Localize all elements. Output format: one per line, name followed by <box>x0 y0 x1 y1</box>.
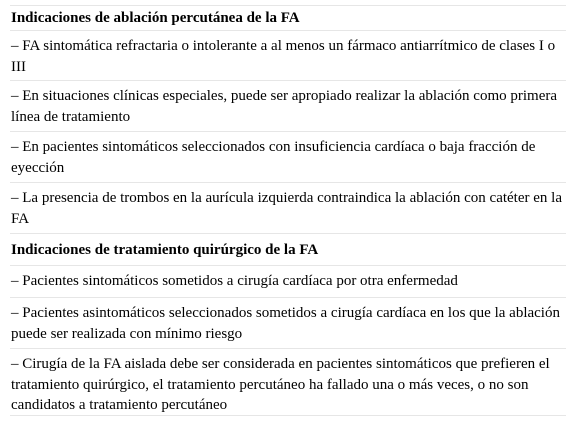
section-heading-ablation: Indicaciones de ablación percutánea de la FA <box>10 5 566 31</box>
list-item-ablation-3: – En pacientes sintomáticos seleccionados con insuficiencia cardíaca o baja fracción de eyección <box>10 132 566 183</box>
section-heading-surgery: Indicaciones de tratamiento quirúrgico de la FA <box>10 234 566 266</box>
list-item-ablation-2: – En situaciones clínicas especiales, puede ser apropiado realizar la ablación como primera línea de tratamiento <box>10 81 566 132</box>
list-item-ablation-4: – La presencia de trombos en la aurícula izquierda contraindica la ablación con catéter en la FA <box>10 183 566 234</box>
list-item-ablation-1: – FA sintomática refractaria o intolerante a al menos un fármaco antiarrítmico de clases I o III <box>10 31 566 81</box>
indications-table <box>10 5 566 416</box>
list-item-surgery-1: – Pacientes sintomáticos sometidos a cirugía cardíaca por otra enfermedad <box>10 266 566 298</box>
list-item-surgery-3: – Cirugía de la FA aislada debe ser considerada en pacientes sintomáticos que prefieren el tratamiento quirúrgico, el tratamiento percutáneo ha fallado una o más veces, o no son candidatos a tratamiento percutáneo <box>10 349 566 416</box>
list-item-surgery-2: – Pacientes asintomáticos seleccionados sometidos a cirugía cardíaca en los que la ablación puede ser realizada con mínimo riesgo <box>10 298 566 349</box>
